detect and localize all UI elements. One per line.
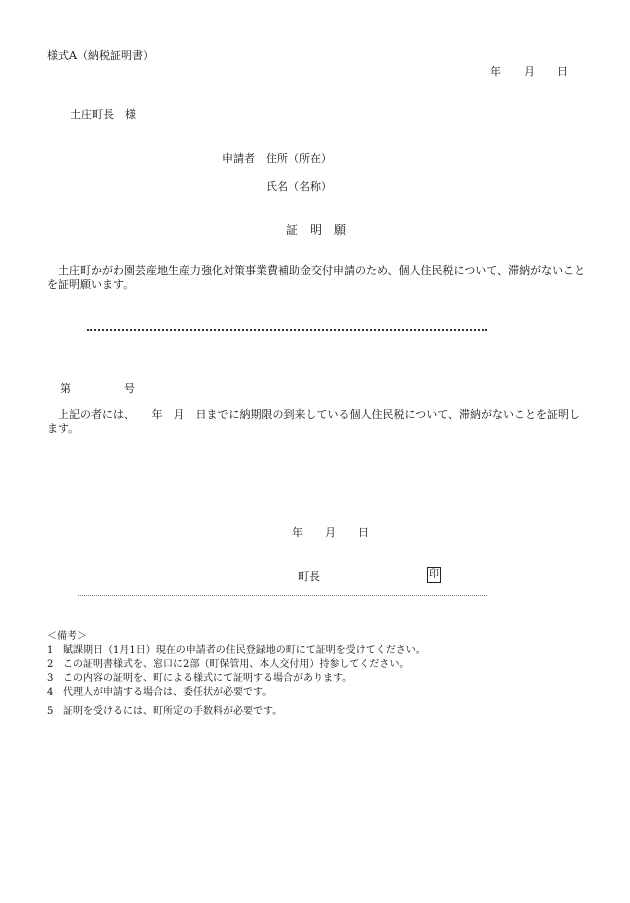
note-number: 1	[47, 645, 54, 656]
signer-title: 町長	[298, 570, 320, 583]
note-item	[47, 702, 282, 717]
top-date-day: 日	[557, 65, 568, 78]
note-text: 証明を受けるには、町所定の手数料が必要です。	[63, 706, 283, 717]
certificate-number-suffix: 号	[124, 382, 135, 395]
request-body: 土庄町かがわ園芸産地生産力強化対策事業費補助金交付申請のため、個人住民税について、滞納がないことを証明願います。	[47, 264, 586, 291]
note-item	[47, 641, 426, 656]
note-number: 5	[47, 706, 54, 717]
cut-line	[87, 329, 487, 331]
addressee: 土庄町長 様	[70, 108, 136, 121]
notes-heading: ＜備考＞	[47, 631, 87, 642]
applicant-name-label: 氏名（名称）	[266, 180, 332, 193]
note-text: 代理人が申請する場合は、委任状が必要です。	[63, 687, 273, 698]
top-date-year: 年	[490, 65, 501, 78]
certificate-number-prefix: 第	[60, 382, 71, 395]
separator-line	[78, 595, 487, 596]
note-item	[47, 669, 352, 684]
top-date-month: 月	[524, 65, 535, 78]
note-number: 3	[47, 673, 54, 684]
request-title: 証 明 願	[286, 223, 347, 237]
note-number: 2	[47, 659, 54, 670]
certificate-date-day: 日	[358, 526, 369, 539]
seal-mark: 印	[427, 567, 441, 583]
note-text: この証明書様式を、窓口に2部（町保管用、本人交付用）持参してください。	[63, 659, 410, 670]
form-label: 様式A（納税証明書）	[47, 49, 154, 62]
note-number: 4	[47, 687, 54, 698]
applicant-role: 申請者	[222, 152, 255, 165]
note-text: この内容の証明を、町による様式にて証明する場合があります。	[63, 673, 353, 684]
note-item	[47, 683, 272, 698]
certificate-body: 上記の者には、 年 月 日までに納期限の到来している個人住民税について、滞納がないことを証明します。	[47, 408, 581, 435]
certificate-date-month: 月	[325, 526, 336, 539]
note-text: 賦課期日（1月1日）現在の申請者の住民登録地の町にて証明を受けてください。	[63, 645, 426, 656]
note-item	[47, 655, 409, 670]
applicant-address-label: 住所（所在）	[266, 152, 332, 165]
certificate-date-year: 年	[292, 526, 303, 539]
